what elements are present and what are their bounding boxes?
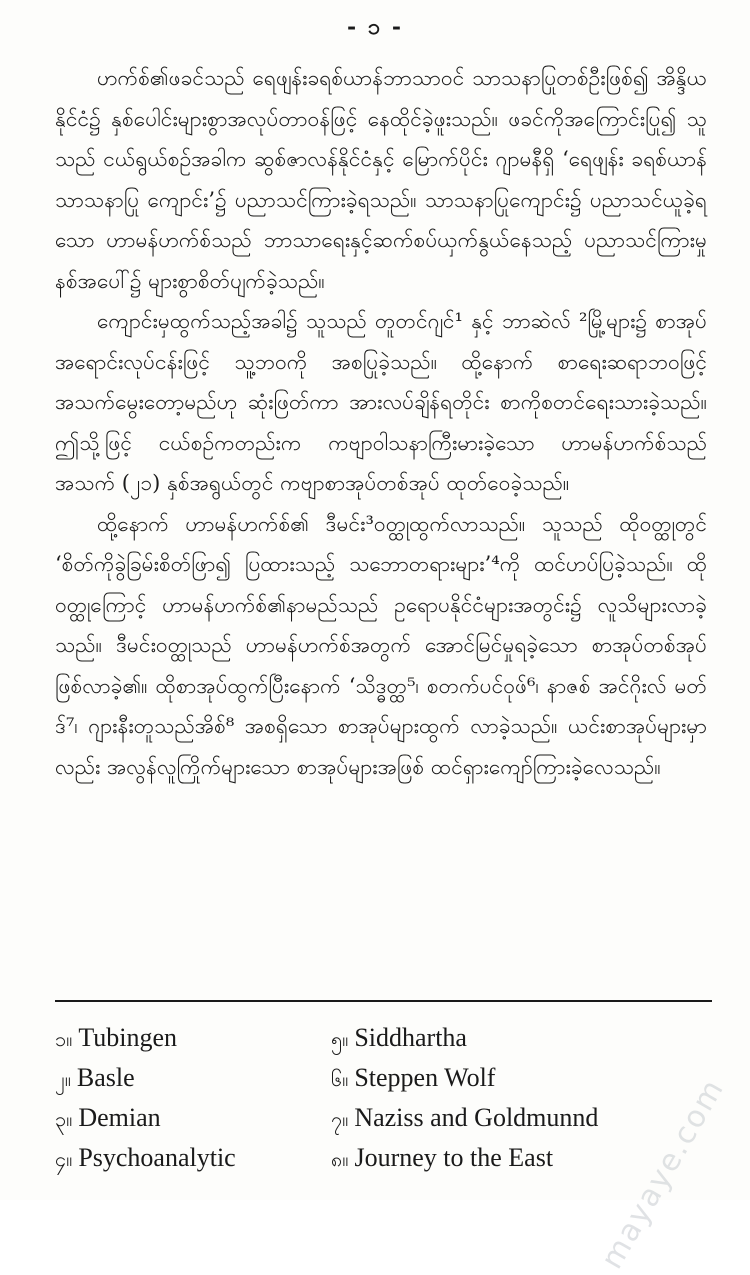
footnote-text: Steppen Wolf bbox=[354, 1063, 496, 1092]
footnote-number: ၇။ bbox=[331, 1107, 349, 1131]
footnote-number: ၅။ bbox=[331, 1027, 349, 1051]
footnote-text: Journey to the East bbox=[354, 1143, 554, 1172]
footnote-number: ၄။ bbox=[55, 1147, 73, 1171]
footnote-item bbox=[55, 1058, 236, 1098]
footnote-divider bbox=[55, 1000, 712, 1002]
footnotes bbox=[55, 1018, 695, 1188]
footnote-text: Tubingen bbox=[78, 1023, 178, 1052]
footnote-item bbox=[331, 1138, 598, 1178]
footnote-text: Siddhartha bbox=[354, 1023, 467, 1052]
paragraph-2: ကျောင်းမှထွက်သည့်အခါ၌ သူသည် တူတင်ဂျင်¹ နှင့် ဘာဆဲလ် ²မြို့များ၌ စာအုပ်အရောင်းလုပ်ငန်းဖြင့် သူ့ဘဝကို အစပြုခဲ့သည်။ ထို့နောက် စာရေးဆရာဘဝဖြင့် အသက်မွေးတော့မည်ဟု ဆုံးဖြတ်ကာ အားလပ်ချိန်ရတိုင်း စာကိုစတင်ရေးသားခဲ့သည်။ ဤသို့ဖြင့် ငယ်စဉ်ကတည်းက ကဗျာဝါသနာကြီးမားခဲ့သော ဟာမန်ဟက်စ်သည် အသက် (၂၁) နှစ်အရွယ်တွင် ကဗျာစာအုပ်တစ်အုပ် ထုတ်ဝေခဲ့သည်။ bbox=[55, 309, 707, 495]
footnote-number: ၈။ bbox=[331, 1147, 349, 1171]
footnote-item bbox=[55, 1138, 236, 1178]
footnote-item bbox=[55, 1018, 236, 1058]
paragraph-1: ဟက်စ်၏ဖခင်သည် ရေဖျန်းခရစ်ယာန်ဘာသာဝင် သာသနာပြုတစ်ဦးဖြစ်၍ အိန္ဒိယနိုင်ငံ၌ နှစ်ပေါင်းများစွာအလုပ်တာဝန်ဖြင့် နေထိုင်ခဲ့ဖူးသည်။ ဖခင်ကိုအကြောင်းပြု၍ သူသည် ငယ်ရွယ်စဉ်အခါက ဆွစ်ဇာလန်နိုင်ငံနှင့် မြောက်ပိုင်း ဂျာမနီရှိ ‘ရေဖျန်း ခရစ်ယာန်သာသနာပြု ကျောင်း’၌ ပညာသင်ကြားခဲ့ရသည်။ သာသနာပြုကျောင်း၌ ပညာသင်ယူခဲ့ရသော ဟာမန်ဟက်စ်သည် ဘာသာရေးနှင့်ဆက်စပ်ယှက်နွယ်နေသည့် ပညာသင်ကြားမှုနစ်အပေါ်၌ များစွာစိတ်ပျက်ခဲ့သည်။ bbox=[55, 66, 707, 293]
footnotes-left-column bbox=[55, 1018, 236, 1178]
body-text bbox=[55, 58, 707, 787]
footnote-text: Naziss and Goldmunnd bbox=[354, 1103, 599, 1132]
footnote-number: ၁။ bbox=[55, 1027, 73, 1051]
page-number: - ၁ - bbox=[347, 14, 403, 40]
watermark: mayaye.com bbox=[594, 1072, 732, 1275]
footnote-text: Demian bbox=[78, 1103, 161, 1132]
footnote-number: ၂။ bbox=[55, 1067, 71, 1091]
footnote-number: ၃။ bbox=[55, 1107, 73, 1131]
footnote-item bbox=[331, 1058, 598, 1098]
footnote-item bbox=[331, 1098, 598, 1138]
footnote-text: Basle bbox=[76, 1063, 135, 1092]
footnote-item bbox=[55, 1098, 236, 1138]
footnote-text: Psychoanalytic bbox=[78, 1143, 236, 1172]
paragraph-3: ထို့နောက် ဟာမန်ဟက်စ်၏ ဒီမင်း³ဝတ္ထုထွက်လာသည်။ သူသည် ထိုဝတ္ထုတွင် ‘စိတ်ကိုခွဲခြမ်းစိတ်ဖြာ၍ ပြထားသည့် သဘောတရားများ’⁴ကို ထင်ဟပ်ပြခဲ့သည်။ ထိုဝတ္ထုကြောင့် ဟာမန်ဟက်စ်၏နာမည်သည် ဥရောပနိုင်ငံများအတွင်း၌ လူသိများလာခဲ့သည်။ ဒီမင်းဝတ္ထုသည် ဟာမန်ဟက်စ်အတွက် အောင်မြင်မှုရခဲ့သော စာအုပ်တစ်အုပ်ဖြစ်လာခဲ့၏။ ထိုစာအုပ်ထွက်ပြီးနောက် ‘သိဒ္ဓတ္ထ⁵၊ စတက်ပင်ဝုဖ်⁶၊ နာဇစ် အင်ဂိုးလ် မတ်ဒ်⁷၊ ဂျားနီးတူသည်အိစ်⁸ အစရှိသော စာအုပ်များထွက် လာခဲ့သည်။ ယင်းစာအုပ်များမှာလည်း အလွန်လူကြိုက်များသော စာအုပ်များအဖြစ် ထင်ရှားကျော်ကြားခဲ့လေသည်။ bbox=[55, 511, 707, 779]
footnote-number: ၆။ bbox=[331, 1067, 349, 1091]
footnotes-right-column bbox=[331, 1018, 598, 1178]
footnote-item bbox=[331, 1018, 598, 1058]
